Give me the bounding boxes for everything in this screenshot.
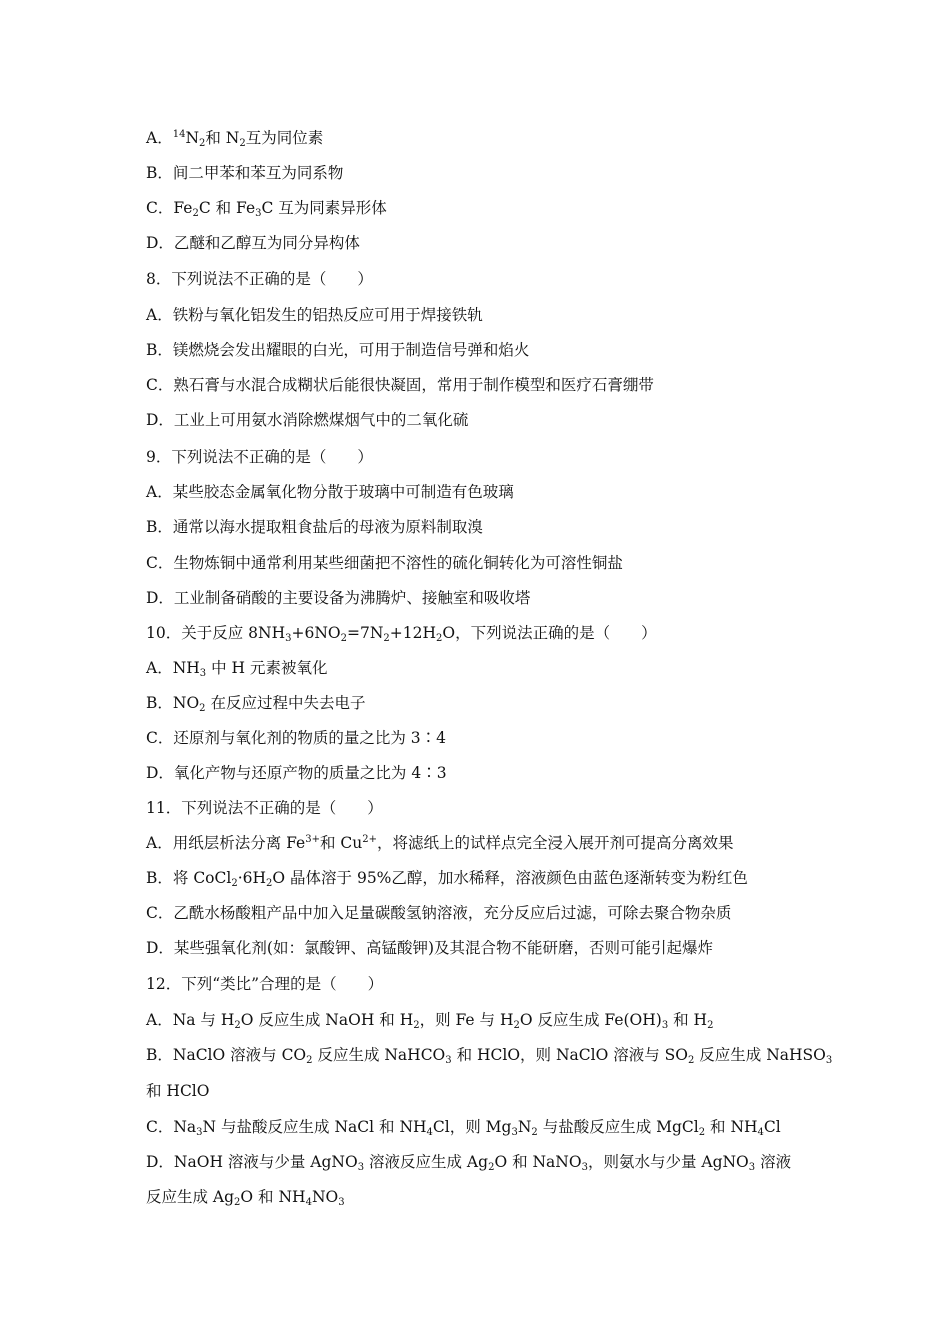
q11-option-c: C．乙酰水杨酸粗产品中加入足量碳酸氢钠溶液，充分反应后过滤，可除去聚合物杂质 bbox=[146, 904, 732, 922]
q12-option-d: D．NaOH 溶液与少量 AgNO$_3$ 溶液反应生成 $Ag_2O$ 和 NaNO$_3$，则氨水与少量 AgNO$_3$ 溶液 bbox=[146, 1153, 792, 1173]
q10-option-c: C．还原剂与氧化剂的物质的量之比为 3∶4 bbox=[146, 729, 447, 747]
q10-option-b: B．$NO_2$ 在反应过程中失去电子 bbox=[146, 694, 366, 714]
q7-option-b: B．间二甲苯和苯互为同系物 bbox=[146, 164, 344, 182]
q9-option-c: C．生物炼铜中通常利用某些细菌把不溶性的硫化铜转化为可溶性铜盐 bbox=[146, 554, 623, 572]
q10-option-a: A．$NH_3$ 中 H 元素被氧化 bbox=[146, 659, 328, 679]
q12-stem: 12．下列“类比”合理的是（ ） bbox=[146, 975, 384, 993]
q8-option-b: B．镁燃烧会发出耀眼的白光，可用于制造信号弹和焰火 bbox=[146, 341, 530, 359]
q7-option-a: A．$^{14}N_2$和 $N_2$互为同位素 bbox=[146, 129, 324, 149]
q9-option-d: D．工业制备硝酸的主要设备为沸腾炉、接触室和吸收塔 bbox=[146, 589, 531, 607]
q11-option-d: D．某些强氧化剂(如：氯酸钾、高锰酸钾)及其混合物不能研磨，否则可能引起爆炸 bbox=[146, 939, 714, 957]
q12-option-a: A．Na 与 $H_2O$ 反应生成 NaOH 和 $H_2$，则 Fe 与 $H_2O$ 反应生成 $Fe(OH)_3$ 和 $H_2$ bbox=[146, 1011, 714, 1031]
q10-stem: 10．关于反应 $8NH_3+6NO_2=7N_2+12H_2O$，下列说法正确的是（ ） bbox=[146, 624, 657, 644]
q9-option-b: B．通常以海水提取粗食盐后的母液为原料制取溴 bbox=[146, 518, 483, 536]
q8-option-d: D．工业上可用氨水消除燃煤烟气中的二氧化硫 bbox=[146, 411, 469, 429]
q12-option-c: C．$Na_3N$ 与盐酸反应生成 NaCl 和 $NH_4Cl$，则 $Mg_3N_2$ 与盐酸反应生成 MgCl$_2$ 和 $NH_4Cl$ bbox=[146, 1118, 781, 1138]
q11-option-a: A．用纸层析法分离 $Fe^{3+}$和 $Cu^{2+}$，将滤纸上的试样点完全浸入展开剂可提高分离效果 bbox=[146, 834, 734, 852]
q9-option-a: A．某些胶态金属氧化物分散于玻璃中可制造有色玻璃 bbox=[146, 483, 514, 501]
q9-stem: 9．下列说法不正确的是（ ） bbox=[146, 448, 373, 466]
q7-option-c: C．$Fe_2C$ 和 $Fe_3C$ 互为同素异形体 bbox=[146, 199, 387, 219]
q8-option-a: A．铁粉与氧化铝发生的铝热反应可用于焊接铁轨 bbox=[146, 306, 483, 324]
q12-option-b: B．NaClO 溶液与 $CO_2$ 反应生成 NaHCO$_3$ 和 HClO，则 NaClO 溶液与 $SO_2$ 反应生成 NaHSO$_3$ bbox=[146, 1046, 833, 1066]
q12-option-d-continued: 反应生成 $Ag_2O$ 和 $NH_4NO_3$ bbox=[146, 1188, 345, 1208]
q7-option-d: D．乙醚和乙醇互为同分异构体 bbox=[146, 234, 360, 252]
q8-stem: 8．下列说法不正确的是（ ） bbox=[146, 270, 373, 288]
q12-option-b-continued: 和 HClO bbox=[146, 1082, 210, 1100]
q8-option-c: C．熟石膏与水混合成糊状后能很快凝固，常用于制作模型和医疗石膏绷带 bbox=[146, 376, 654, 394]
q11-stem: 11．下列说法不正确的是（ ） bbox=[146, 799, 383, 817]
q11-option-b: B．将 $CoCl_2\cdot 6H_2O$ 晶体溶于 95%乙醇，加水稀释，溶液颜色由蓝色逐渐转变为粉红色 bbox=[146, 869, 748, 889]
q10-option-d: D．氧化产物与还原产物的质量之比为 4∶3 bbox=[146, 764, 447, 782]
